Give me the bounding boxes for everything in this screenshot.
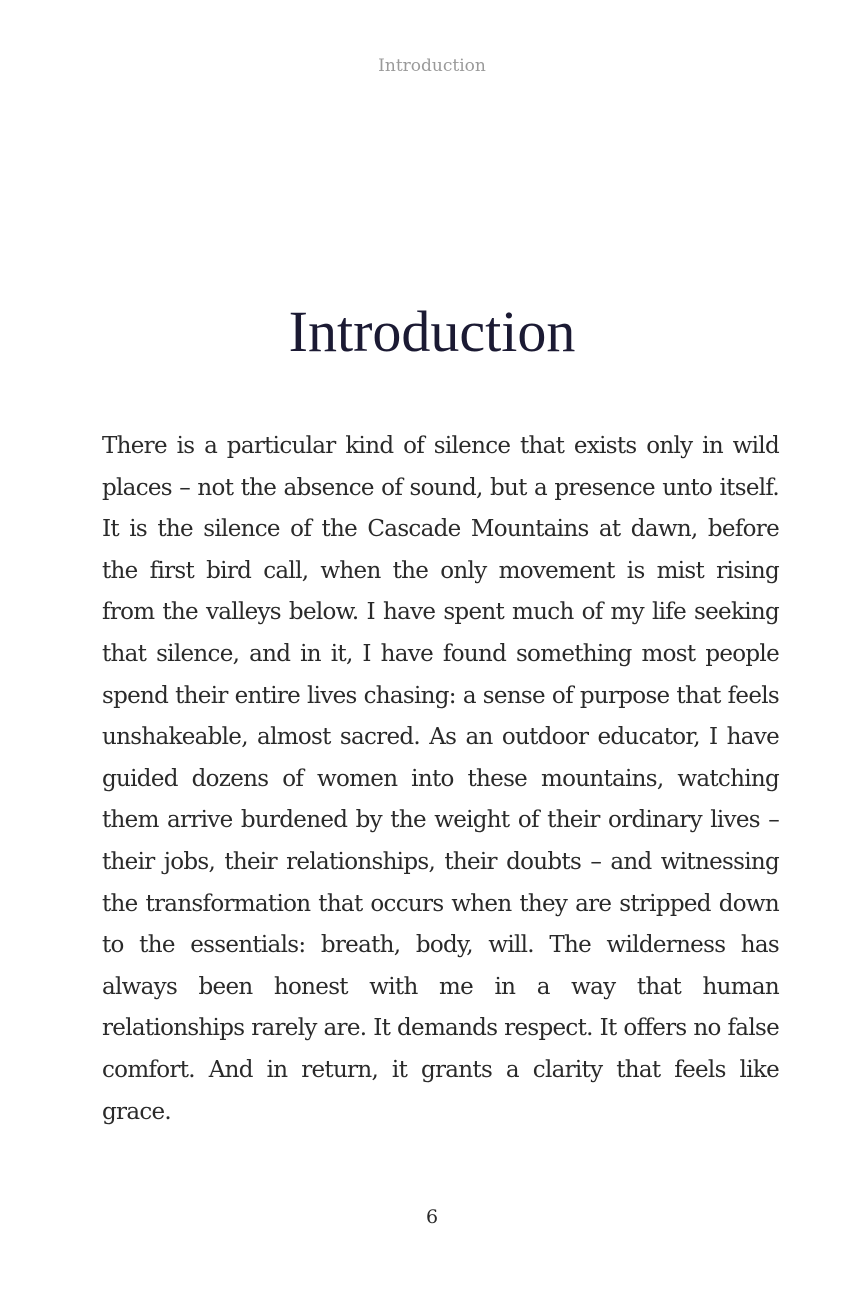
body-paragraph: There is a particular kind of silence that exists only in wild places – not the absence of sound, but a presence unto itself. It is the silence of the Cascade Mountains at dawn, before the first bird call, when the only movement is mist rising from the valleys below. I have spent much of my life seeking that silence, and in it, I have found something most people spend their entire lives chasing: a sense of purpose that feels unshakeable, almost sacred. As an outdoor educator, I have guided dozens of women into these mountains, watching them arrive burdened by the weight of their ordinary lives – their jobs, their relationships, their doubts – and witnessing the transformation that occurs when they are stripped down to the essentials: breath, body, will. The wilderness has always been honest with me in a way that human relationships rarely are. It demands respect. It offers no false comfort. And in return, it grants a clarity that feels like grace. bbox=[102, 433, 779, 1125]
running-header: Introduction bbox=[378, 56, 486, 76]
page-number: 6 bbox=[425, 1206, 439, 1228]
chapter-title: Introduction bbox=[288, 299, 576, 364]
